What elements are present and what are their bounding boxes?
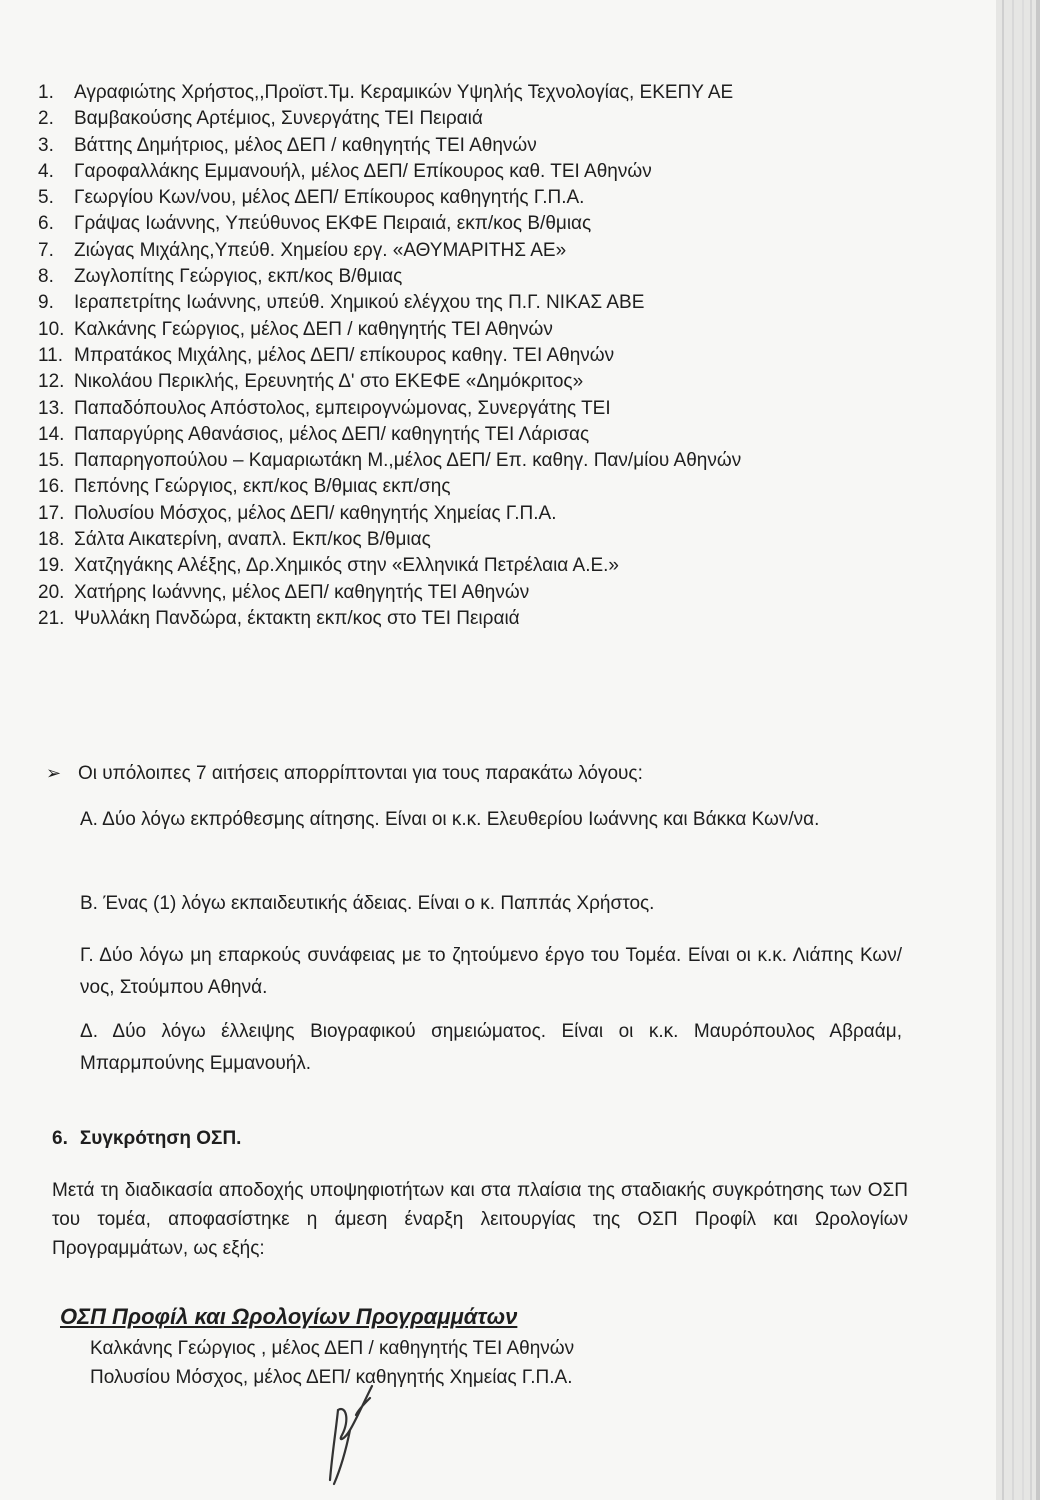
item-text: Μπρατάκος Μιχάλης, μέλος ΔΕΠ/ επίκουρος καθηγ. ΤΕΙ Αθηνών (74, 344, 615, 366)
list-item (38, 527, 898, 553)
item-number: 20. (38, 581, 65, 603)
list-item (38, 501, 898, 527)
item-number: 10. (38, 318, 65, 340)
list-item (38, 396, 898, 422)
item-text: Χατήρης Ιωάννης, μέλος ΔΕΠ/ καθηγητής ΤΕΙ Αθηνών (74, 581, 530, 603)
item-text: Νικολάου Περικλής, Ερευνητής Δ' στο ΕΚΕΦΕ «Δημόκριτος» (74, 371, 584, 393)
rejected-heading (46, 763, 643, 785)
item-number: 14. (38, 423, 65, 445)
item-number: 9. (38, 292, 54, 314)
list-item (38, 238, 898, 264)
item-number: 8. (38, 266, 54, 288)
section-number: 6. (52, 1128, 68, 1149)
item-number: 11. (38, 344, 64, 366)
rejection-reason: Α. Δύο λόγω εκπρόθεσμης αίτησης. Είναι οι κ.κ. Ελευθερίου Ιωάννης και Βάκκα Κων/να. (80, 809, 820, 830)
list-item (38, 317, 898, 343)
item-number: 5. (38, 187, 54, 209)
item-number: 18. (38, 529, 65, 551)
list-item (38, 211, 898, 237)
item-text: Ζωγλοπίτης Γεώργιος, εκπ/κος Β/θμιας (74, 266, 403, 288)
item-number: 4. (38, 160, 54, 182)
item-text: Βαμβακούσης Αρτέμιος, Συνεργάτης ΤΕΙ Πειραιά (74, 108, 483, 130)
item-text: Ζιώγας Μιχάλης,Υπεύθ. Χημείου εργ. «ΑΘΥΜΑΡΙΤΗΣ ΑΕ» (74, 239, 567, 261)
item-number: 12. (38, 371, 65, 393)
item-text: Ιεραπετρίτης Ιωάννης, υπεύθ. Χημικού ελέγχου της Π.Γ. ΝΙΚΑΣ ΑΒΕ (74, 292, 645, 314)
item-text: Καλκάνης Γεώργιος, μέλος ΔΕΠ / καθηγητής ΤΕΙ Αθηνών (74, 318, 553, 340)
list-item (38, 106, 898, 132)
item-text: Γαροφαλλάκης Εμμανουήλ, μέλος ΔΕΠ/ Επίκουρος καθ. ΤΕΙ Αθηνών (74, 160, 652, 182)
item-text: Παπαργύρης Αθανάσιος, μέλος ΔΕΠ/ καθηγητής ΤΕΙ Λάρισας (74, 423, 590, 445)
list-item (38, 343, 898, 369)
list-item (38, 369, 898, 395)
item-text: Παπαδόπουλος Απόστολος, εμπειρογνώμονας, Συνεργάτης ΤΕΙ (74, 397, 611, 419)
list-item (38, 290, 898, 316)
list-item (38, 133, 898, 159)
signature-icon (316, 1380, 386, 1490)
committee-title: ΟΣΠ Προφίλ και Ωρολογίων Προγραμμάτων (60, 1304, 518, 1329)
arrow-bullet-icon: ➢ (46, 763, 62, 783)
item-text: Σάλτα Αικατερίνη, αναπλ. Εκπ/κος Β/θμιας (74, 529, 431, 551)
item-number: 2. (38, 108, 54, 130)
item-text: Αγραφιώτης Χρήστος,,Προϊστ.Τμ. Κεραμικών Υψηλής Τεχνολογίας, ΕΚΕΠΥ ΑΕ (74, 82, 734, 103)
item-text: Πεπόνης Γεώργιος, εκπ/κος Β/θμιας εκπ/σης (74, 476, 451, 498)
page-stack-edge (1022, 0, 1024, 1500)
item-number: 6. (38, 213, 54, 235)
committee-member: Καλκάνης Γεώργιος , μέλος ΔΕΠ / καθηγητής ΤΕΙ Αθηνών (90, 1338, 575, 1359)
rejection-reason: Δ. Δύο λόγω έλλειψης Βιογραφικού σημειώματος. Είναι οι κ.κ. Μαυρόπουλος Αβραάμ, Μπαρμπούνης Εμμανουήλ. (80, 1021, 902, 1074)
list-item (38, 185, 898, 211)
item-number: 3. (38, 134, 54, 156)
rejection-reason: Γ. Δύο λόγω μη επαρκούς συνάφειας με το ζητούμενο έργο του Τομέα. Είναι οι κ.κ. Λιάπης Κων/νος, Στούμπου Αθηνά. (80, 945, 902, 998)
item-text: Γεωργίου Κων/νου, μέλος ΔΕΠ/ Επίκουρος καθηγητής Γ.Π.Α. (74, 187, 585, 209)
list-item (38, 80, 898, 106)
item-text: Παπαρηγοπούλου – Καμαριωτάκη Μ.,μέλος ΔΕΠ/ Επ. καθηγ. Παν/μίου Αθηνών (74, 450, 742, 472)
item-number: 7. (38, 239, 54, 261)
page-stack-edge (1012, 0, 1014, 1500)
list-item (38, 580, 898, 606)
item-text: Χατζηγάκης Αλέξης, Δρ.Χημικός στην «Ελληνικά Πετρέλαια Α.Ε.» (74, 555, 619, 577)
item-text: Ψυλλάκη Πανδώρα, έκτακτη εκπ/κος στο ΤΕΙ Πειραιά (74, 607, 520, 629)
list-item (38, 474, 898, 500)
item-number: 21. (38, 607, 65, 629)
item-number: 1. (38, 82, 54, 103)
page-stack-edge (1036, 0, 1040, 1500)
item-number: 13. (38, 397, 65, 419)
item-number: 16. (38, 476, 65, 498)
page-stack-edge (1002, 0, 1004, 1500)
list-item (38, 422, 898, 448)
list-item (38, 448, 898, 474)
item-number: 15. (38, 450, 65, 472)
item-text: Βάττης Δημήτριος, μέλος ΔΕΠ / καθηγητής ΤΕΙ Αθηνών (74, 134, 537, 156)
item-number: 19. (38, 555, 65, 577)
committee-member: Πολυσίου Μόσχος, μέλος ΔΕΠ/ καθηγητής Χημείας Γ.Π.Α. (90, 1367, 573, 1388)
list-item (38, 159, 898, 185)
item-text: Πολυσίου Μόσχος, μέλος ΔΕΠ/ καθηγητής Χημείας Γ.Π.Α. (74, 502, 557, 524)
list-item (38, 264, 898, 290)
list-item (38, 606, 898, 632)
page-stack-edge (1030, 0, 1032, 1500)
rejection-reason: Β. Ένας (1) λόγω εκπαιδευτικής άδειας. Είναι ο κ. Παππάς Χρήστος. (80, 893, 655, 914)
section-paragraph: Μετά τη διαδικασία αποδοχής υποψηφιοτήτων και στα πλαίσια της σταδιακής συγκρότησης των ΟΣΠ του τομέα, αποφασίστηκε η άμεση έναρξη λειτουργίας της ΟΣΠ Προφίλ και Ωρολογίων Προγραμμάτων, ως εξής: (52, 1180, 908, 1259)
item-text: Γράψας Ιωάννης, Υπεύθυνος ΕΚΦΕ Πειραιά, εκπ/κος Β/θμιας (74, 213, 592, 235)
list-item (38, 553, 898, 579)
rejected-heading-text: Οι υπόλοιπες 7 αιτήσεις απορρίπτονται για τους παρακάτω λόγους: (78, 763, 643, 784)
item-number: 17. (38, 502, 65, 524)
applicants-list (38, 80, 898, 632)
section-heading (52, 1128, 241, 1150)
section-title: Συγκρότηση ΟΣΠ. (79, 1128, 242, 1149)
